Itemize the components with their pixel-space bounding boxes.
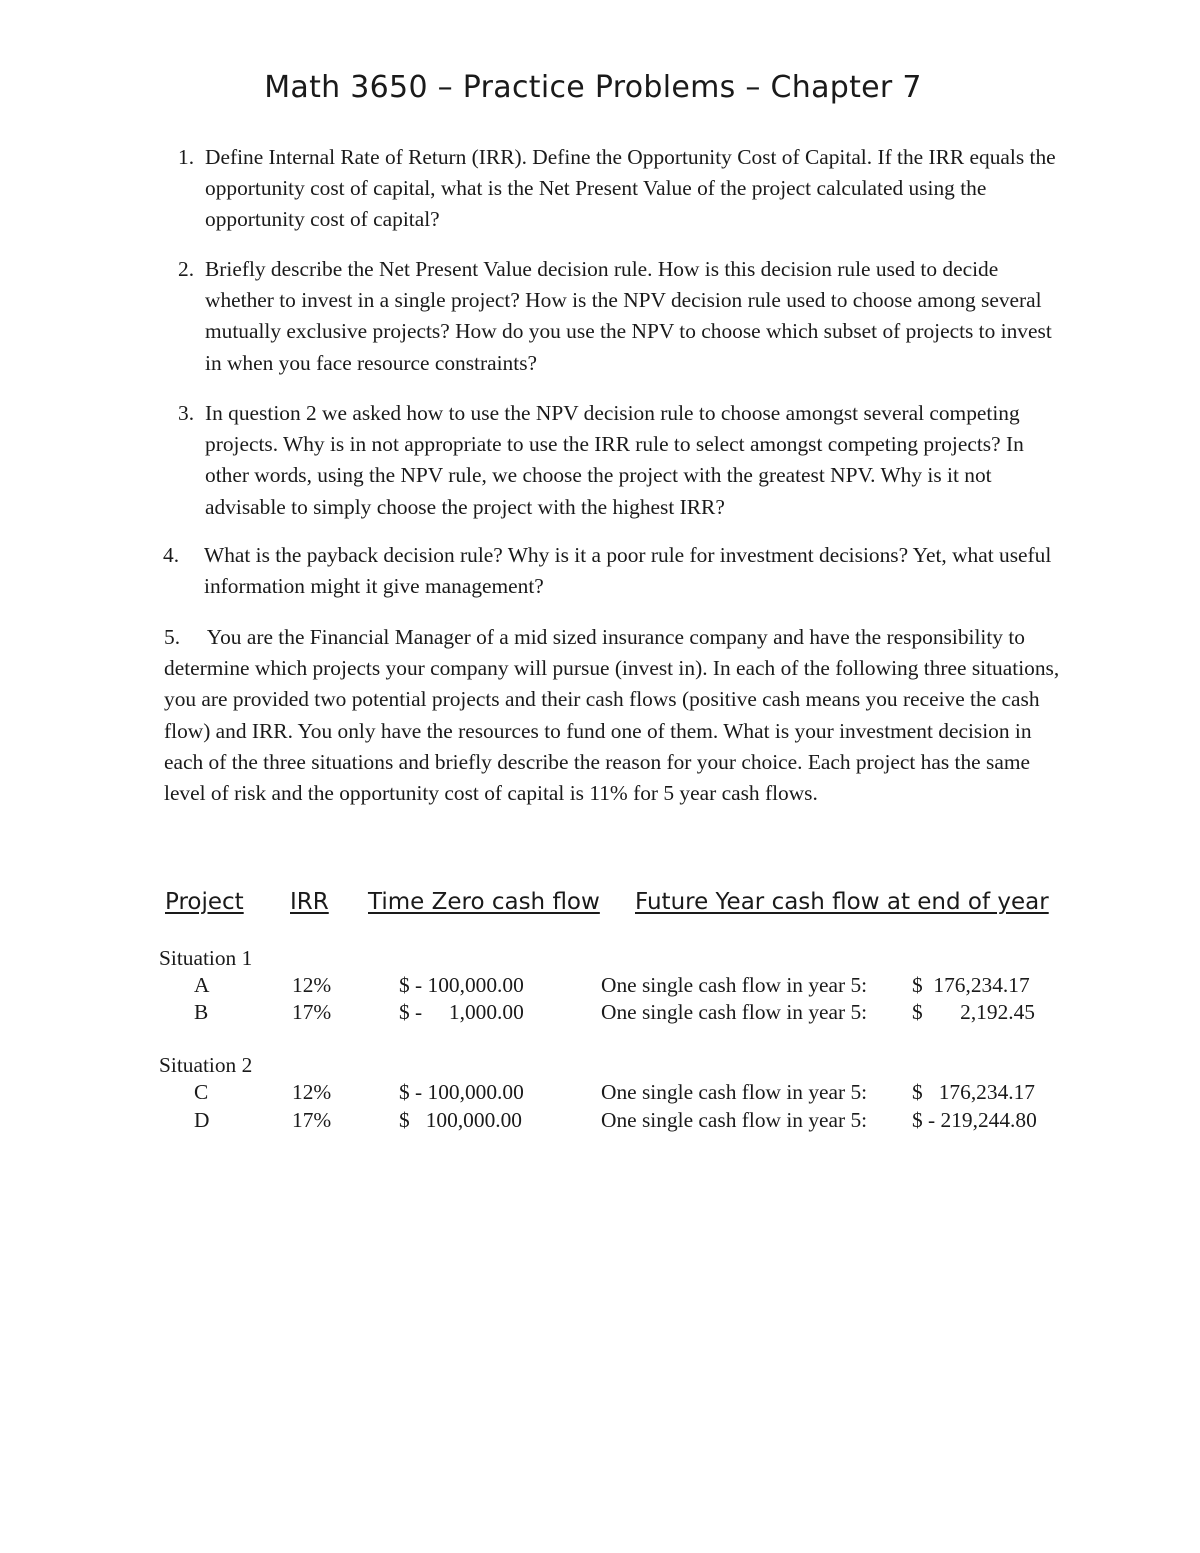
future-desc-cell: One single cash flow in year 5: bbox=[601, 1108, 868, 1132]
header-time-zero: Time Zero cash flow bbox=[368, 889, 600, 915]
future-desc-cell: One single cash flow in year 5: bbox=[601, 973, 868, 997]
project-cell: D bbox=[194, 1108, 210, 1132]
question-text: In question 2 we asked how to use the NPV decision rule to choose amongst several competing projects. Why is in not appropriate to use the IRR rule to select amongst competing projects? In other words, using the NPV rule, we choose the project with the greatest NPV. Why is it not advisable to simply choose the project with the highest IRR? bbox=[205, 401, 1024, 519]
question-1 bbox=[178, 142, 1068, 236]
question-number: 4. bbox=[163, 543, 180, 567]
question-3 bbox=[178, 398, 1068, 523]
question-4 bbox=[163, 540, 1063, 602]
question-2 bbox=[178, 254, 1068, 379]
project-cell: C bbox=[194, 1080, 209, 1104]
time-zero-cell: $ - 1,000.00 bbox=[399, 1000, 524, 1024]
question-number: 1. bbox=[178, 145, 195, 169]
time-zero-cell: $ - 100,000.00 bbox=[399, 973, 524, 997]
irr-cell: 17% bbox=[292, 1108, 332, 1132]
irr-cell: 12% bbox=[292, 973, 332, 997]
future-desc-cell: One single cash flow in year 5: bbox=[601, 1000, 868, 1024]
time-zero-cell: $ - 100,000.00 bbox=[399, 1080, 524, 1104]
future-amount-cell: $ 176,234.17 bbox=[912, 1080, 1035, 1104]
question-text-body: You are the Financial Manager of a mid sized insurance company and have the responsibility to determine which projects your company will pursue (invest in). In each of the following three situations, you are provided two potential projects and their cash flows (positive cash means you receive the cash flow) and IRR. You only have the resources to fund one of them. What is your investment decision in each of the three situations and briefly describe the reason for your choice. Each project has the same level of risk and the opportunity cost of capital is 11% for 5 year cash flows. bbox=[164, 625, 1060, 806]
question-text: Briefly describe the Net Present Value decision rule. How is this decision rule used to decide whether to invest in a single project? How is the NPV decision rule used to choose among several mutually exclusive projects? How do you use the NPV to choose which subset of projects to invest in when you face resource constraints? bbox=[205, 257, 1052, 375]
page-title: Math 3650 – Practice Problems – Chapter 7 bbox=[264, 70, 922, 105]
future-desc-cell: One single cash flow in year 5: bbox=[601, 1080, 868, 1104]
question-text bbox=[164, 622, 1064, 809]
header-irr: IRR bbox=[290, 889, 329, 915]
future-amount-cell: $ 2,192.45 bbox=[912, 1000, 1035, 1024]
question-number: 3. bbox=[178, 401, 195, 425]
question-text: What is the payback decision rule? Why is it a poor rule for investment decisions? Yet, what useful information might it give management? bbox=[204, 543, 1052, 599]
time-zero-cell: $ 100,000.00 bbox=[399, 1108, 522, 1132]
question-number: 5. bbox=[164, 625, 181, 649]
irr-cell: 12% bbox=[292, 1080, 332, 1104]
header-project: Project bbox=[165, 889, 244, 915]
situation-label: Situation 1 bbox=[159, 946, 253, 970]
future-amount-cell: $ 176,234.17 bbox=[912, 973, 1030, 997]
project-cell: A bbox=[194, 973, 210, 997]
question-text: Define Internal Rate of Return (IRR). Define the Opportunity Cost of Capital. If the IRR equals the opportunity cost of capital, what is the Net Present Value of the project calculated using the opportunity cost of capital? bbox=[205, 145, 1056, 232]
situation-label: Situation 2 bbox=[159, 1053, 253, 1077]
question-number: 2. bbox=[178, 257, 195, 281]
question-5 bbox=[164, 622, 1064, 809]
project-cell: B bbox=[194, 1000, 209, 1024]
header-future: Future Year cash flow at end of year bbox=[635, 889, 1049, 915]
irr-cell: 17% bbox=[292, 1000, 332, 1024]
future-amount-cell: $ - 219,244.80 bbox=[912, 1108, 1037, 1132]
